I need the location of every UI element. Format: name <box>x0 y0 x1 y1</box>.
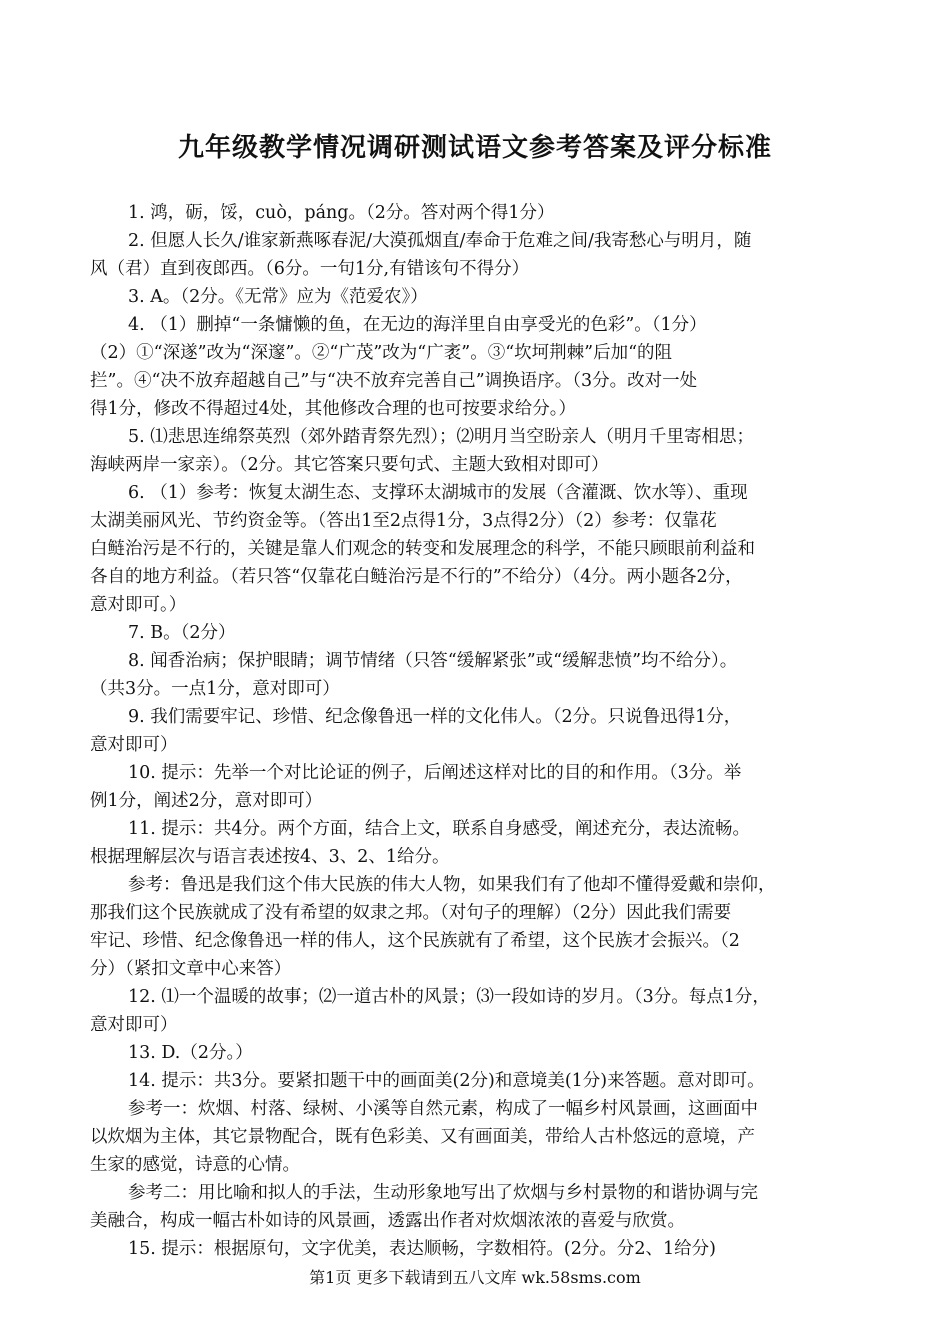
answer-line: 各自的地方利益。（若只答“仅靠花白鲢治污是不行的”不给分）（4分。两小题各2分， <box>90 567 743 587</box>
answer-line: 风（君）直到夜郎西。（6分。一句1分,有错该句不得分） <box>90 259 530 279</box>
answer-line: 例1分，阐述2分，意对即可） <box>90 791 323 811</box>
answer-line: 11. 提示：共4分。两个方面，结合上文，联系自身感受，阐述充分，表达流畅。 <box>128 819 751 839</box>
answer-line: （共3分。一点1分，意对即可） <box>90 679 340 699</box>
answer-line: 5. ⑴悲思连绵祭英烈（郊外踏青祭先烈）；⑵明月当空盼亲人（明月千里寄相思； <box>128 427 755 447</box>
answer-line: 生家的感觉，诗意的心情。 <box>90 1155 300 1175</box>
answer-line: 9. 我们需要牢记、珍惜、纪念像鲁迅一样的文化伟人。（2分。只说鲁迅得1分， <box>128 707 742 727</box>
answer-line: 14. 提示：共3分。要紧扣题干中的画面美(2分)和意境美(1分)来答题。意对即可。 <box>128 1071 765 1091</box>
answer-line: 参考：鲁迅是我们这个伟大民族的伟大人物，如果我们有了他却不懂得爱戴和崇仰， <box>128 875 776 895</box>
answer-line: 那我们这个民族就成了没有希望的奴隶之邦。（对句子的理解）（2分）因此我们需要 <box>90 903 732 923</box>
answer-line: 3. A。（2分。《无常》应为《范爱农》） <box>128 287 428 307</box>
answer-line: 太湖美丽风光、节约资金等。（答出1至2点得1分，3点得2分）（2）参考：仅靠花 <box>90 511 717 531</box>
answer-body <box>90 199 872 1263</box>
answer-line: 拦”。④“决不放弃超越自己”与“决不放弃完善自己”调换语序。（3分。改对一处 <box>90 371 698 391</box>
answer-line: 7. B。（2分） <box>128 623 236 643</box>
answer-line: 13. D.（2分。） <box>128 1043 253 1063</box>
answer-line: 分）（紧扣文章中心来答） <box>90 959 292 979</box>
answer-line: 根据理解层次与语言表述按4、3、2、1给分。 <box>90 847 450 867</box>
answer-line: 15. 提示：根据原句，文字优美，表达顺畅，字数相符。(2分。分2、1给分) <box>128 1239 716 1259</box>
answer-line: （2）①“深遂”改为“深邃”。②“广茂”改为“广袤”。③“坎坷荆棘”后加“的阻 <box>90 343 673 363</box>
page-footer: 第1页 更多下载请到五八文库 wk.58sms.com <box>309 1268 641 1287</box>
answer-line: 10. 提示：先举一个对比论证的例子，后阐述这样对比的目的和作用。（3分。举 <box>128 763 742 783</box>
document-title: 九年级教学情况调研测试语文参考答案及评分标准 <box>177 133 772 163</box>
answer-line: 意对即可。） <box>90 595 187 615</box>
answer-line: 牢记、珍惜、纪念像鲁迅一样的伟人，这个民族就有了希望，这个民族才会振兴。（2 <box>90 931 740 951</box>
answer-line: 海峡两岸一家亲）。（2分。其它答案只要句式、主题大致相对即可） <box>90 455 609 475</box>
answer-line: 意对即可） <box>90 735 178 755</box>
answer-line: 1. 鸿，砺，馁，cuò，páng。（2分。答对两个得1分） <box>128 203 555 223</box>
answer-line: 以炊烟为主体，其它景物配合，既有色彩美、又有画面美，带给人古朴悠远的意境，产 <box>90 1127 755 1147</box>
answer-line: 4. （1）删掉“一条慵懒的鱼，在无边的海洋里自由享受光的色彩”。（1分） <box>128 315 707 335</box>
answer-line: 12. ⑴一个温暖的故事；⑵一道古朴的风景；⑶一段如诗的岁月。（3分。每点1分， <box>128 987 770 1007</box>
answer-line: 白鲢治污是不行的，关键是靠人们观念的转变和发展理念的科学，不能只顾眼前利益和 <box>90 539 755 559</box>
answer-line: 得1分，修改不得超过4处，其他修改合理的也可按要求给分。） <box>90 399 577 419</box>
answer-line: 参考二：用比喻和拟人的手法，生动形象地写出了炊烟与乡村景物的和谐协调与完 <box>128 1183 758 1203</box>
answer-line: 6. （1）参考：恢复太湖生态、支撑环太湖城市的发展（含灌溉、饮水等）、重现 <box>128 483 748 503</box>
answer-line: 意对即可） <box>90 1015 178 1035</box>
answer-line: 8. 闻香治病；保护眼睛；调节情绪（只答“缓解紧张”或“缓解悲愤”均不给分）。 <box>128 651 738 671</box>
answer-line: 2. 但愿人长久/谁家新燕啄春泥/大漠孤烟直/奉命于危难之间/我寄愁心与明月，随 <box>128 231 752 251</box>
answer-line: 参考一：炊烟、村落、绿树、小溪等自然元素，构成了一幅乡村风景画，这画面中 <box>128 1099 758 1119</box>
answer-line: 美融合，构成一幅古朴如诗的风景画，透露出作者对炊烟浓浓的喜爱与欣赏。 <box>90 1211 685 1231</box>
